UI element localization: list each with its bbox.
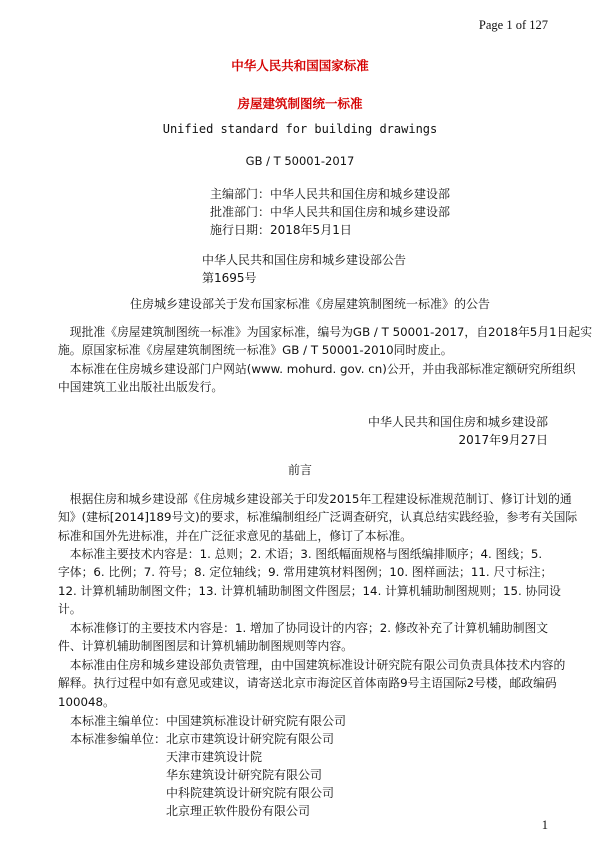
preface-heading: 前言	[287, 463, 312, 477]
participant-org: 华东建筑设计研究院有限公司	[166, 768, 323, 782]
approver-label: 批准部门：	[210, 205, 271, 219]
preface-paragraph-2	[58, 545, 561, 619]
effective-date-line	[210, 221, 352, 239]
text-line: 件、计算机辅助制图图层和计算机辅助制图规则等内容。	[58, 639, 353, 654]
announcement-signature: 中华人民共和国住房和城乡建设部	[367, 415, 548, 429]
editor-value: 中华人民共和国住房和城乡建设部	[270, 187, 451, 201]
standard-title-cn: 房屋建筑制图统一标准	[237, 96, 363, 111]
text-line: 字体；6. 比例；7. 符号；8. 定位轴线；9. 常用建筑材料图例；10. 图样画法；11. 尺寸标注；	[58, 565, 553, 580]
announcement-title: 住房城乡建设部关于发布国家标准《房屋建筑制图统一标准》的公告	[130, 297, 491, 311]
participant-org: 天津市建筑设计院	[166, 750, 263, 764]
standard-title-en: Unified standard for building drawings	[162, 122, 438, 136]
text-line: 本标准在住房城乡建设部门户网站(www. mohurd. gov. cn)公开，并由我部标准定额研究所组织	[69, 362, 576, 376]
preface-paragraph-4	[58, 656, 566, 711]
text-line: 本标准由住房和城乡建设部负责管理，由中国建筑标准设计研究院有限公司负责具体技术内容的	[69, 658, 566, 672]
page-number: 1	[541, 818, 548, 832]
text-line: 本标准主要技术内容是：1. 总则；2. 术语；3. 图纸幅面规格与图纸编排顺序；4. 图线；5.	[69, 547, 543, 561]
editor-line	[210, 185, 450, 203]
text-line: 知》(建标[2014]189号文)的要求，标准编制组经广泛调查研究，认真总结实践经验，参考有关国际	[58, 510, 578, 525]
approver-value: 中华人民共和国住房和城乡建设部	[270, 205, 451, 219]
nation-standard-heading: 中华人民共和国国家标准	[231, 58, 369, 73]
announcement-paragraph-1	[58, 323, 593, 360]
announcement-number: 第1695号	[202, 271, 257, 285]
text-line: 中国建筑工业出版社出版发行。	[58, 380, 224, 395]
text-line: 计。	[58, 602, 82, 617]
effective-date-label: 施行日期：	[210, 223, 271, 237]
announcement-paragraph-2	[58, 360, 576, 397]
text-line: 12. 计算机辅助制图文件；13. 计算机辅助制图文件图层；14. 计算机辅助制图规则；15. 协同设	[58, 583, 561, 598]
announcement-date: 2017年9月27日	[458, 433, 548, 447]
page-indicator: Page 1 of 127	[478, 18, 548, 32]
announcement-issuer: 中华人民共和国住房和城乡建设部公告	[202, 253, 407, 267]
approver-line	[210, 203, 450, 221]
participant-org: 北京市建筑设计研究院有限公司	[166, 732, 335, 746]
text-line: 根据住房和城乡建设部《住房城乡建设部关于印发2015年工程建设标准规范制订、修订计划的通	[69, 492, 572, 506]
participant-org: 北京理正软件股份有限公司	[166, 804, 311, 818]
participants-label: 本标准参编单位：	[70, 732, 167, 746]
chief-editor-label: 本标准主编单位：	[70, 714, 167, 728]
text-line: 100048。	[58, 694, 115, 709]
participants-line	[70, 730, 334, 748]
text-line: 解释。执行过程中如有意见或建议，请寄送北京市海淀区首体南路9号主语国际2号楼，邮政编码	[58, 676, 557, 691]
chief-editor-org: 中国建筑标准设计研究院有限公司	[166, 714, 347, 728]
text-line: 标准和国外先进标准，并在广泛征求意见的基础上，修订了本标准。	[58, 528, 412, 543]
preface-paragraph-1	[58, 490, 578, 545]
text-line: 现批准《房屋建筑制图统一标准》为国家标准，编号为GB / T 50001-2017，自2018年5月1日起实	[69, 325, 593, 339]
chief-editor-line	[70, 712, 346, 730]
preface-paragraph-3	[58, 619, 549, 656]
editor-label: 主编部门：	[210, 187, 271, 201]
text-line: 本标准修订的主要技术内容是：1. 增加了协同设计的内容；2. 修改补充了计算机辅助制图文	[69, 621, 549, 635]
participant-org: 中科院建筑设计研究院有限公司	[166, 786, 335, 800]
effective-date-value: 2018年5月1日	[270, 223, 352, 237]
standard-code: GB / T 50001-2017	[245, 154, 355, 168]
text-line: 施。原国家标准《房屋建筑制图统一标准》GB / T 50001-2010同时废止。	[58, 343, 453, 358]
